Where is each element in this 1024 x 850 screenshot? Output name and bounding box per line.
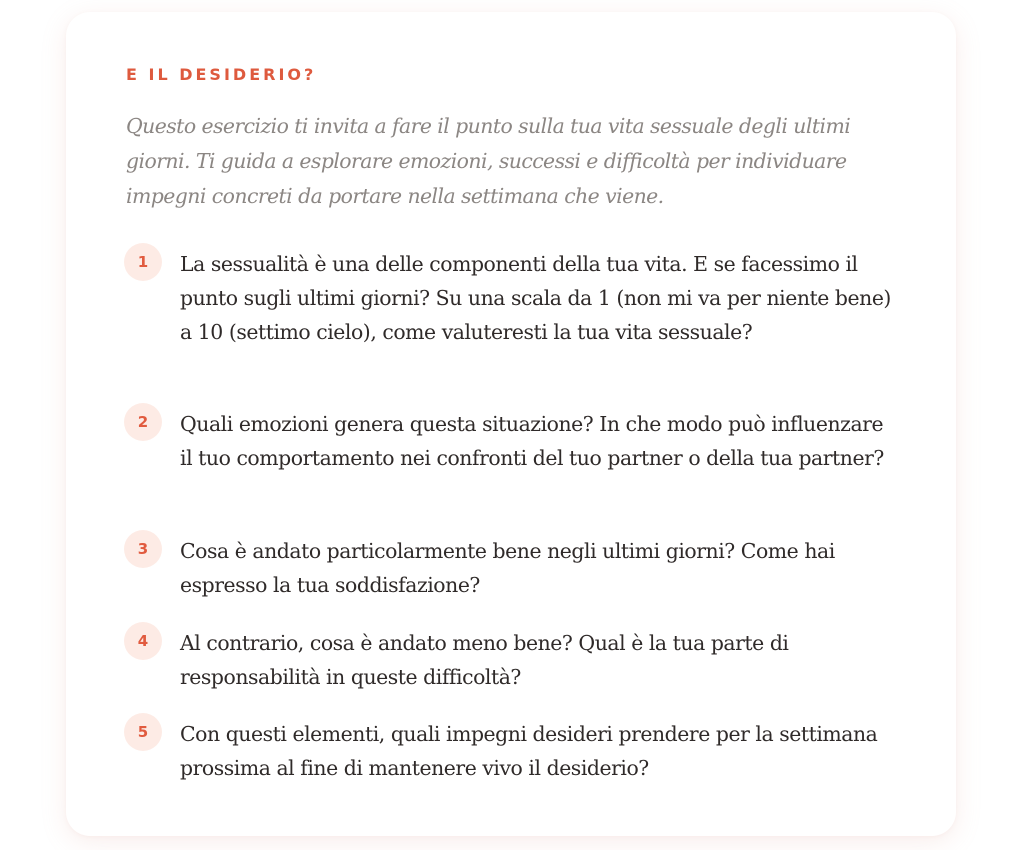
section-kicker: E IL DESIDERIO? <box>126 65 317 84</box>
question-text: La sessualità è una delle componenti della tua vita. E se facessimo il punto sugli ultimi giorni? Su una scala da 1 (non mi va per niente bene) a 10 (settimo cielo), come valuteresti la tua vita sessuale? <box>180 252 891 344</box>
step-number-badge: 2 <box>124 403 162 441</box>
intro-text: Questo esercizio ti invita a fare il punto sulla tua vita sessuale degli ultimi giorni. Ti guida a esplorare emozioni, successi e difficoltà per individuare impegni concreti da portare nella settimana che viene. <box>126 114 851 208</box>
step-number-badge: 3 <box>124 530 162 568</box>
question-text: Cosa è andato particolarmente bene negli ultimi giorni? Come hai espresso la tua soddisfazione? <box>180 539 835 597</box>
question-text: Con questi elementi, quali impegni desideri prendere per la settimana prossima al fine di mantenere vivo il desiderio? <box>180 722 878 780</box>
step-number-badge: 1 <box>124 243 162 281</box>
step-number-badge: 4 <box>124 622 162 660</box>
exercise-card <box>66 12 956 836</box>
question-text: Quali emozioni genera questa situazione? In che modo può influenzare il tuo comportamento nei confronti del tuo partner o della tua partner? <box>180 412 884 470</box>
question-text: Al contrario, cosa è andato meno bene? Qual è la tua parte di responsabilità in queste difficoltà? <box>180 631 789 689</box>
step-number-badge: 5 <box>124 713 162 751</box>
